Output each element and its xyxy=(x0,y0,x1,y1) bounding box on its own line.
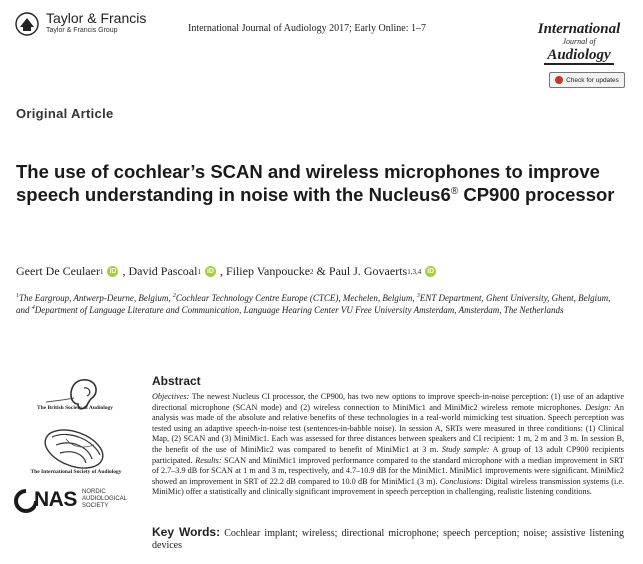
author-name[interactable]: Filiep Vanpoucke xyxy=(225,264,311,278)
abstract-section-label: Design: xyxy=(585,402,612,412)
journal-logo-line1: International xyxy=(537,21,621,37)
abstract-section-label: Study sample: xyxy=(441,444,490,454)
nas-subtitle-line: AUDIOLOGICAL xyxy=(82,496,128,502)
author-separator: , xyxy=(122,264,129,278)
affiliation-text: The Eargroup, Antwerp-Deurne, Belgium, xyxy=(19,293,173,303)
author-name[interactable]: David Pascoal xyxy=(128,264,198,278)
title-registered-mark: ® xyxy=(450,185,459,197)
publisher-name: Taylor & Francis xyxy=(46,10,147,26)
abstract-heading: Abstract xyxy=(152,374,201,388)
abstract-section-text: Digital wireless transmission systems (i.e. MiniMic) offer a statistically and clinically significant improvement in speech perception in challenging, realistic listening conditions. xyxy=(152,476,625,497)
journal-logo-line3: Audiology xyxy=(544,48,613,65)
taylor-francis-emblem-icon xyxy=(14,12,40,36)
author-separator: , xyxy=(219,264,226,278)
publisher-group: Taylor & Francis Group xyxy=(46,27,118,34)
affiliation-text: ENT Department, Ghent University, Ghent, Belgium, and xyxy=(16,293,611,315)
abstract-section-label: Conclusions: xyxy=(439,476,483,486)
check-for-updates-label: Check for updates xyxy=(566,76,619,84)
affiliations xyxy=(16,292,616,316)
keywords-text: Cochlear implant; wireless; directional microphone; speech perception; noise; assistive listening devices xyxy=(152,528,624,551)
affiliation-number: 1 xyxy=(16,293,19,299)
abstract-section-text: An analysis was made of the absolute and relative benefits of these technologies in a real-world mimicking test situation. Speech perception was tested using an adaptive speech-in-noise test (sentences-in-babble noise). In session A, SRTs were measured in three conditions: (1) Clinical Map, (2) SCAN and (3) MiniMic1. Each was assessed for three distances between speakers and CI recipient: 1 m, 2 m and 3 m. In session B, the benefit of the use of MiniMic2 was compared to benefit of MiniMic1 at 3 m. xyxy=(152,402,624,454)
author-separator: & xyxy=(313,264,329,278)
author-name[interactable]: Geert De Ceulaer xyxy=(16,264,100,278)
nas-swirl-icon xyxy=(14,489,36,513)
check-for-updates-button[interactable] xyxy=(549,72,625,88)
publisher-logo xyxy=(14,10,146,40)
article-title xyxy=(16,160,616,206)
abstract-section-text: A group of 13 adult CP900 recipients participated. xyxy=(152,444,624,465)
bsa-label: The British Society of Audiology xyxy=(36,405,114,411)
nas-logo xyxy=(14,486,134,518)
orcid-icon[interactable]: iD xyxy=(206,268,214,275)
abstract-section-label: Results: xyxy=(195,455,222,465)
keywords-heading: Key Words: xyxy=(152,525,221,539)
affiliation-text: Department of Language Literature and Communication, Language Hearing Center VU Free University Amsterdam, Amsterdam, The Netherlands xyxy=(34,305,564,315)
title-main: The use of cochlear’s SCAN and wireless microphones to improve speech understanding in noise with the Nucleus6 xyxy=(16,161,600,205)
keywords xyxy=(152,526,624,552)
nas-subtitle xyxy=(82,489,127,510)
abstract-body xyxy=(152,392,624,498)
isa-logo-icon xyxy=(30,425,122,471)
isa-label: The International Society of Audiology xyxy=(30,469,122,475)
affiliation-number: 2 xyxy=(172,293,176,299)
author-name[interactable]: Paul J. Govaerts xyxy=(328,264,408,278)
abstract-section-label: Objectives: xyxy=(152,392,190,401)
abstract-section-text: SCAN and MiniMic1 improved performance compared to the standard microphone with a median improvement in SRT of 2.7–3.9 dB for SCAN at 1 m and 3 m, respectively, and 4.7–10.9 dB for the MiniMic1. MiniMic1 improvements were significant. MiniMic2 showed an improvement in SRT of 22.2 dB compared to 10.0 dB for MiniMic1 (3 m). xyxy=(152,455,624,486)
journal-logo xyxy=(529,22,629,65)
title-tail: CP900 processor xyxy=(463,184,615,205)
update-badge-icon xyxy=(555,76,563,84)
nas-mark: NAS xyxy=(34,488,77,511)
journal-logo-line2: Journal of xyxy=(562,37,596,46)
nas-subtitle-line: SOCIETY xyxy=(82,503,109,509)
author-list: Geert De Ceulaer 1 iD , David Pascoal 1 iD , Filiep Vanpoucke 2 & Paul J. Govaerts 1,3,4 iD xyxy=(16,264,435,278)
nas-subtitle-line: NORDIC xyxy=(82,489,106,495)
affiliation-number: 3 xyxy=(416,293,420,299)
article-type: Original Article xyxy=(16,106,114,121)
affiliation-number: 4 xyxy=(31,305,35,311)
abstract-section-text: The newest Nucleus CI processor, the CP900, has two new options to improve speech-in-noise perception: (1) use of an adaptive directional microphone (SCAN mode) and (2) wireless connection to MiniMic1 and MiniMic2 wireless remote microphones. xyxy=(152,392,624,412)
journal-citation: International Journal of Audiology 2017; Early Online: 1–7 xyxy=(188,23,427,34)
orcid-icon[interactable]: iD xyxy=(427,268,435,275)
affiliation-text: Cochlear Technology Centre Europe (CTCE), Mechelen, Belgium, xyxy=(175,293,417,303)
orcid-icon[interactable]: iD xyxy=(109,268,117,275)
